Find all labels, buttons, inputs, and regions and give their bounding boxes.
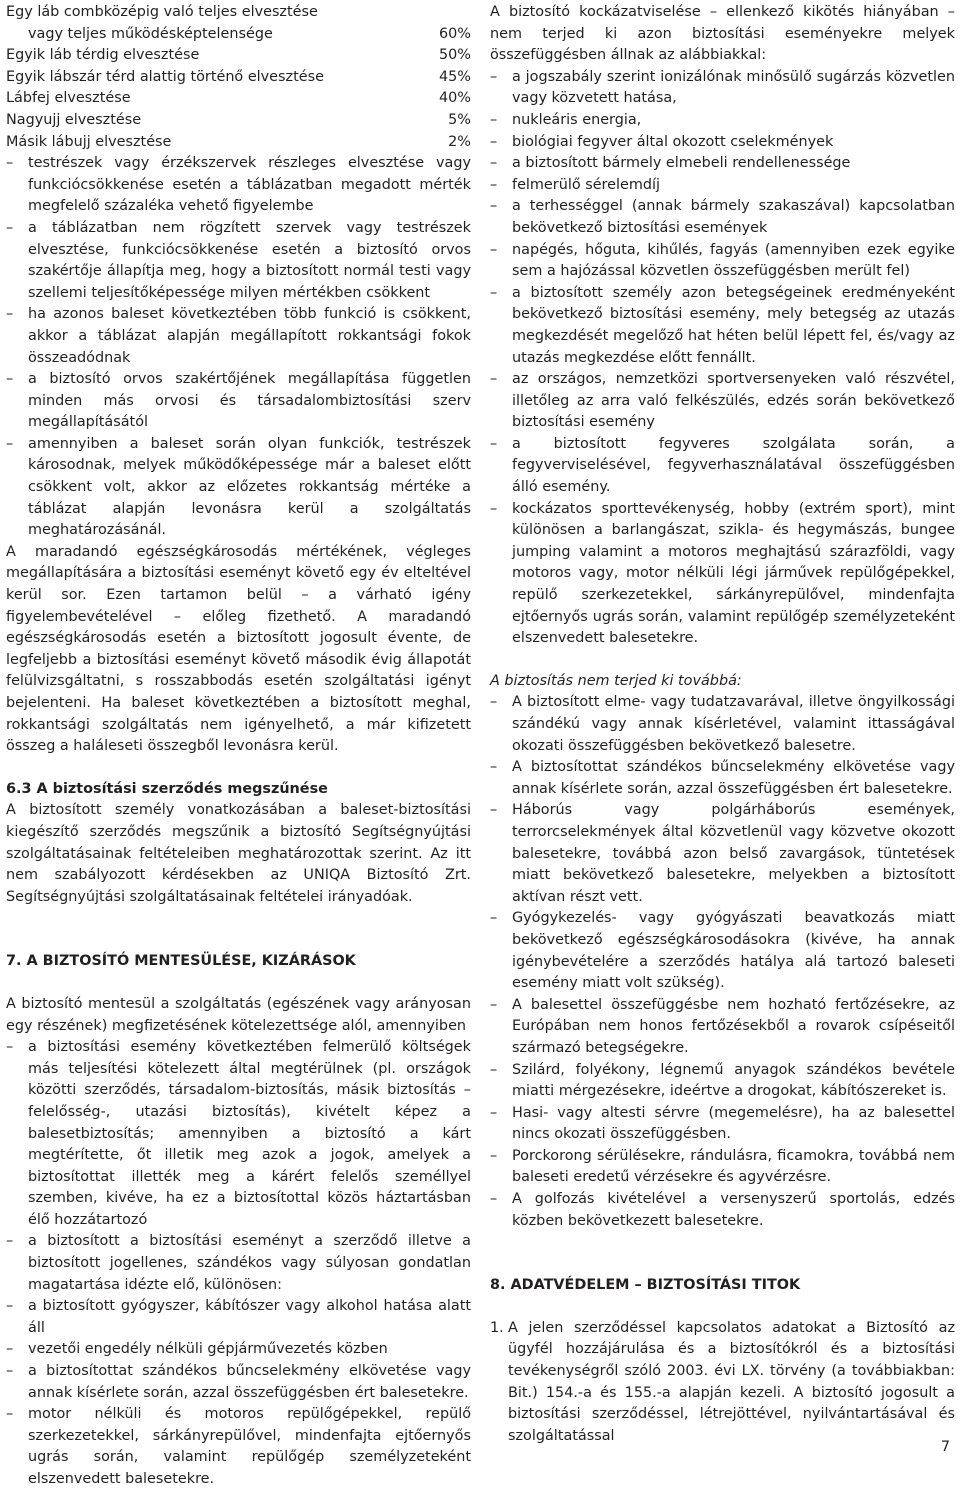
list-item: – A biztosítottat szándékos bűncselekmény elkövetése vagy annak kísérlete során, azzal összefüggésben ért balesetekre.: [490, 757, 955, 800]
italic-subheading: A biztosítás nem terjed ki továbbá:: [490, 672, 742, 689]
table-row: [6, 88, 471, 110]
list-item: – a biztosított gyógyszer, kábítószer vagy alkohol hatása alatt áll: [6, 1296, 471, 1339]
left-column: [6, 2, 471, 1491]
list-item: – a terhességgel (annak bármely szakaszával) kapcsolatban bekövetkező biztosítási események: [490, 196, 955, 239]
table-label: Nagyujj elvesztése: [6, 111, 142, 128]
right-column: [490, 2, 955, 1447]
table-row: [6, 132, 471, 154]
table-value: 40%: [439, 90, 471, 107]
list-item: – a biztosított a biztosítási eseményt a szerződő illetve a biztosított jogellenes, szándékos vagy súlyosan gondatlan magatartása idézte elő, különösen:: [6, 1231, 471, 1296]
item-number: 1.: [490, 1319, 504, 1336]
list-item: – a jogszabály szerint ionizálónak minősülő sugárzás közvetlen vagy közvetett hatása,: [490, 67, 955, 110]
list-item: – motor nélküli és motoros repülőgépekkel, repülő szerkezetekkel, sárkányrepülővel, mindenfajta ejtőernyős ugrás során, valamint repülőgép személyzeteként elszenvedett balesetekre.: [6, 1404, 471, 1490]
table-label: Másik lábujj elvesztése: [6, 133, 172, 150]
table-value: 5%: [448, 111, 471, 128]
section-heading: 8. ADATVÉDELEM – BIZTOSÍTÁSI TITOK: [490, 1277, 801, 1294]
table-row: [6, 67, 471, 89]
table-value: 45%: [439, 68, 471, 85]
table-value: 50%: [439, 47, 471, 64]
list-item: – Háborús vagy polgárháborús események, terrorcselekmények által közvetlenül vagy közvetve okozott balesetekre, továbbá azon belső zavargások, tüntetések miatt bekövetkező balesetekre, melyekben a biztosított aktívan részt vett.: [490, 800, 955, 908]
page-number: 7: [940, 1439, 950, 1455]
spacer: [6, 758, 471, 779]
spacer: [6, 973, 471, 994]
list-item: – A biztosított elme- vagy tudatzavarával, illetve öngyilkossági szándékú vagy annak kísérletével, valamint ittasságával okozati összefüggésben bekövetkező balesetre.: [490, 692, 955, 757]
list-item: – a biztosított bármely elmebeli rendellenessége: [490, 153, 955, 175]
disability-table: [6, 24, 471, 154]
list-item: – Hasi- vagy altesti sérvre (megemelésre), ha az balesettel nincs okozati összefüggésben.: [490, 1103, 955, 1146]
list-item: – ha azonos baleset következtében több funkció is csökkent, akkor a táblázat alapján megállapított rokkantsági fokok összeadódnak: [6, 304, 471, 369]
section-heading: 7. A BIZTOSÍTÓ MENTESÜLÉSE, KIZÁRÁSOK: [6, 953, 356, 970]
table-label: Egyik lábszár térd alattig történő elvesztése: [6, 68, 324, 85]
table-label: Egyik láb térdig elvesztése: [6, 47, 200, 64]
table-first-line: Egy láb combközépig való teljes elvesztése: [6, 4, 318, 20]
paragraph: A maradandó egészségkárosodás mértékének, végleges megállapítására a biztosítási eseményt követő egy év elteltével kerül sor. Ezen tartamon belül – a várható igény figyelembevételével – előleg fizethető. A maradandó egészségkárosodás esetén a biztosított jogosult évente, de legfeljebb a biztosítási eseményt követő második évig állapotát felülvizsgáltatni, s rosszabbodás esetén szolgáltatási igényt bejelenteni. Ha baleset következtében a biztosított meghal, rokkantsági szolgáltatás nem igényelhető, a már kifizetett összeg a haláleseti összegből levonásra kerül.: [6, 543, 471, 755]
table-row: [6, 110, 471, 132]
list-item: – Gyógykezelés- vagy gyógyászati beavatkozás miatt bekövetkező egészségkárosodásokra (kivéve, ha annak igénybevételére a szerződés hatálya alá tartozó baleseti esemény miatt volt szükség).: [490, 908, 955, 994]
list-item: – a biztosító orvos szakértőjének megállapítása független minden más orvosi és társadalombiztosítási szerv megállapításától: [6, 369, 471, 434]
list-item: – a táblázatban nem rögzített szervek vagy testrészek elvesztése, funkciócsökkenése esetén a biztosító orvos szakértője állapítja meg, hogy a biztosított normál testi vagy szellemi teljesítőképessége milyen mértékben csökkent: [6, 218, 471, 304]
list-item: – Szilárd, folyékony, légnemű anyagok szándékos bevétele miatti mérgezésekre, ideértve a drogokat, kábítószereket is.: [490, 1060, 955, 1103]
table-value: 2%: [448, 133, 471, 150]
table-row: [6, 24, 471, 46]
spacer: [490, 1297, 955, 1318]
table-label: Lábfej elvesztése: [6, 90, 131, 107]
list-item: – napégés, hőguta, kihűlés, fagyás (amennyiben ezek egyike sem a hajózással közvetlen összefüggésben merült fel): [490, 240, 955, 283]
table-value: 60%: [439, 25, 471, 42]
spacer: [6, 908, 471, 951]
paragraph: A biztosított személy vonatkozásában a baleset-biztosítási kiegészítő szerződés megszűnik a biztosító Segítségnyújtási szolgáltatásainak feltételeiben meghatározottak szerint. Az itt nem szabályozott kérdésekben az UNIQA Biztosító Zrt. Segítségnyújtási szolgáltatásainak feltételei irányadóak.: [6, 802, 471, 905]
list-item: – az országos, nemzetközi sportversenyeken való részvétel, illetőleg az arra való felkészülés, edzés során bekövetkező biztosítási esemény: [490, 369, 955, 434]
numbered-item: [490, 1318, 955, 1448]
spacer: [490, 650, 955, 671]
paragraph: A biztosító mentesül a szolgáltatás (egészének vagy arányosan egy részének) megfizetésének kötelezettsége alól, amennyiben: [6, 995, 471, 1034]
list-item: – nukleáris energia,: [490, 110, 955, 132]
list-item: – felmerülő sérelemdíj: [490, 175, 955, 197]
list-item: – amennyiben a baleset során olyan funkciók, testrészek károsodnak, melyek működőképessége már a baleset előtt csökkent volt, akkor az előzetes rokkantság mértéke a táblázat alapján levonásra kerül a szolgáltatás meghatározásánál.: [6, 434, 471, 542]
table-label: vagy teljes működésképtelensége: [28, 25, 273, 42]
spacer: [490, 1232, 955, 1275]
list-item: – testrészek vagy érzékszervek részleges elvesztése vagy funkciócsökkenése esetén a táblázatban megadott mérték megfelelő százaléka vehető figyelembe: [6, 153, 471, 218]
section-heading: 6.3 A biztosítási szerződés megszűnése: [6, 780, 328, 797]
list-item: – A golfozás kivételével a versenyszerű sportolás, edzés közben bekövetkezett balesetekre.: [490, 1189, 955, 1232]
table-row: [6, 45, 471, 67]
list-item: – a biztosított fegyveres szolgálata során, a fegyverviselésével, fegyverhasználatával összefüggésben álló esemény.: [490, 434, 955, 499]
list-item: – A balesettel összefüggésbe nem hozható fertőzésekre, az Európában nem honos fertőzésekből a rovarok csípéseitől származó betegségekre.: [490, 995, 955, 1060]
list-item: – a biztosítási esemény következtében felmerülő költségek más teljesítési kötelezett által megtérülnek (pl. országok közötti szerződés, társadalom-biztosítás, másik biztosítás – felelősség-, utazási biztosítás), kivételt képez a balesetbiztosítás; amennyiben a biztosító a kárt megtérítette, őt illetik meg azok a jogok, amelyek a biztosítottat illették meg a kárért felelős személlyel szemben, kivéve, ha ez a biztosítottal közös háztartásban élő hozzátartozó: [6, 1037, 471, 1231]
list-item: – kockázatos sporttevékenység, hobby (extrém sport), mint különösen a barlangászat, szikla- és hegymászás, bungee jumping valamint a motoros meghajtású szárazföldi, vagy motoros vagy, motor nélküli légi járművek repülőgépekkel, repülő szerkezetekkel, sárkányrepülővel, mindenfajta ejtőernyős ugrás során, valamint repülőgép személyzeteként elszenvedett balesetekre.: [490, 499, 955, 650]
paragraph: A biztosító kockázatviselése – ellenkező kikötés hiányában – nem terjed ki azon biztosítási eseményekre melyek összefüggésben állnak az alábbiakkal:: [490, 4, 955, 64]
item-text: A jelen szerződéssel kapcsolatos adatokat a Biztosító az ügyfél hozzájárulása és a biztosítókról és a biztosítási tevékenységről szóló 2003. évi LX. törvény (a továbbiakban: Bit.) 154.-a és 155.-a alapján kezeli. A biztosító jogosult a biztosítási szerződéssel, létrejöttével, nyilvántartásával és szolgáltatással: [508, 1319, 955, 1444]
list-item: – vezetői engedély nélküli gépjárművezetés közben: [6, 1339, 471, 1361]
list-item: – biológiai fegyver által okozott cselekmények: [490, 132, 955, 154]
list-item: – a biztosított személy azon betegségeinek eredményeként bekövetkező biztosítási esemény, mely betegség az utazás megkezdését megelőző hat héten belül lépett fel, és/vagy az utazás megkezdése előtt fennállt.: [490, 283, 955, 369]
list-item: – a biztosítottat szándékos bűncselekmény elkövetése vagy annak kísérlete során, azzal összefüggésben ért balesetekre.: [6, 1361, 471, 1404]
list-item: – Porckorong sérülésekre, rándulásra, ficamokra, továbbá nem baleseti eredetű vérzésekre és agyvérzésre.: [490, 1146, 955, 1189]
